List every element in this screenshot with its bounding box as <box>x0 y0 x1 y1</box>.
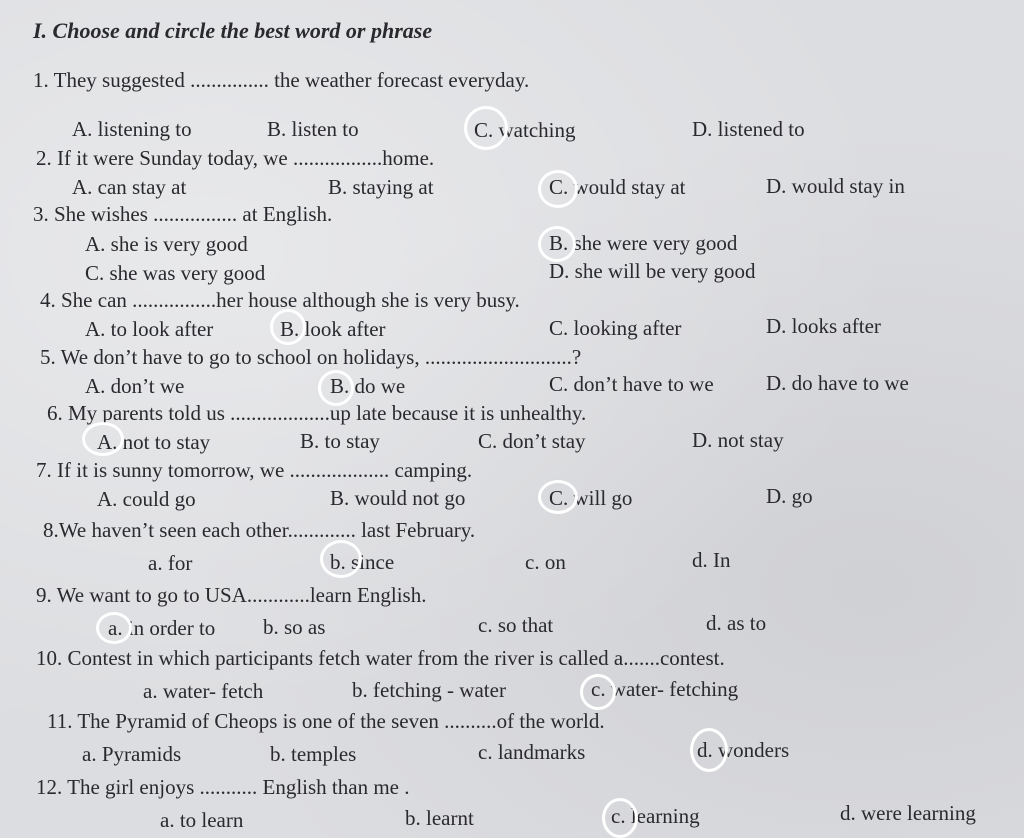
q6-option-c[interactable]: C. don’t stay <box>478 429 586 453</box>
question-8-stem: 8.We haven’t seen each other............. last February. <box>43 518 476 542</box>
q10-option-a[interactable]: a. water- fetch <box>143 679 264 703</box>
q5-option-b[interactable]: B. do we <box>330 374 406 398</box>
q2-option-b[interactable]: B. staying at <box>328 175 434 199</box>
question-3-stem: 3. She wishes ................ at English. <box>33 202 333 226</box>
q6-option-a[interactable]: A. not to stay <box>97 430 211 454</box>
question-6-stem: 6. My parents told us ...................up late because it is unhealthy. <box>47 401 587 425</box>
q11-option-d[interactable]: d. wonders <box>697 738 790 762</box>
q7-option-c[interactable]: C. will go <box>549 486 633 510</box>
q12-option-b[interactable]: b. learnt <box>405 806 474 830</box>
q4-option-b[interactable]: B. look after <box>280 317 386 341</box>
question-11-stem: 11. The Pyramid of Cheops is one of the seven ..........of the world. <box>47 709 605 733</box>
q6-option-b[interactable]: B. to stay <box>300 429 380 453</box>
answer-circle-mark <box>96 612 132 644</box>
q11-option-b[interactable]: b. temples <box>270 742 357 766</box>
q8-option-a[interactable]: a. for <box>148 551 193 575</box>
answer-circle-mark <box>270 309 306 345</box>
q3-option-b[interactable]: B. she were very good <box>549 231 738 255</box>
q3-option-d[interactable]: D. she will be very good <box>549 259 756 283</box>
q3-option-a[interactable]: A. she is very good <box>85 232 248 256</box>
q12-option-c[interactable]: c. learning <box>611 804 700 828</box>
q1-option-b[interactable]: B. listen to <box>267 117 359 141</box>
answer-circle-mark <box>690 728 728 772</box>
answer-circle-mark <box>538 226 576 262</box>
question-10-stem: 10. Contest in which participants fetch water from the river is called a.......contest. <box>36 646 725 670</box>
q4-option-a[interactable]: A. to look after <box>85 317 214 341</box>
q10-option-c[interactable]: c. water- fetching <box>591 677 739 701</box>
q9-option-a[interactable]: a. in order to <box>108 616 216 640</box>
q8-option-d[interactable]: d. In <box>692 548 731 572</box>
q12-option-a[interactable]: a. to learn <box>160 808 244 832</box>
q1-option-c[interactable]: C. watching <box>474 118 576 142</box>
answer-circle-mark <box>82 422 124 456</box>
question-9-stem: 9. We want to go to USA............learn English. <box>36 583 427 607</box>
answer-circle-mark <box>538 480 578 514</box>
q5-option-a[interactable]: A. don’t we <box>85 374 185 398</box>
q6-option-d[interactable]: D. not stay <box>692 428 784 452</box>
q2-option-a[interactable]: A. can stay at <box>72 175 187 199</box>
q4-option-c[interactable]: C. looking after <box>549 316 682 340</box>
question-1-stem: 1. They suggested ............... the weather forecast everyday. <box>33 68 530 92</box>
q12-option-d[interactable]: d. were learning <box>840 801 976 825</box>
q9-option-b[interactable]: b. so as <box>263 615 326 639</box>
q9-option-c[interactable]: c. so that <box>478 613 554 637</box>
q8-option-b[interactable]: b. since <box>330 550 395 574</box>
q10-option-b[interactable]: b. fetching - water <box>352 678 506 702</box>
answer-circle-mark <box>538 170 578 208</box>
answer-circle-mark <box>320 540 362 578</box>
q4-option-d[interactable]: D. looks after <box>766 314 881 338</box>
q3-option-c[interactable]: C. she was very good <box>85 261 266 285</box>
q7-option-d[interactable]: D. go <box>766 484 813 508</box>
q8-option-c[interactable]: c. on <box>525 550 566 574</box>
q7-option-a[interactable]: A. could go <box>97 487 196 511</box>
q7-option-b[interactable]: B. would not go <box>330 486 466 510</box>
q1-option-a[interactable]: A. listening to <box>72 117 192 141</box>
question-2-stem: 2. If it were Sunday today, we .................home. <box>36 146 435 170</box>
q5-option-d[interactable]: D. do have to we <box>766 371 909 395</box>
section-title: I. Choose and circle the best word or phrase <box>33 18 433 43</box>
answer-circle-mark <box>602 798 638 838</box>
answer-circle-mark <box>580 674 616 710</box>
q2-option-d[interactable]: D. would stay in <box>766 174 905 198</box>
q5-option-c[interactable]: C. don’t have to we <box>549 372 714 396</box>
answer-circle-mark <box>464 106 508 150</box>
q2-option-c[interactable]: C. would stay at <box>549 175 686 199</box>
question-12-stem: 12. The girl enjoys ........... English than me . <box>36 775 410 799</box>
question-7-stem: 7. If it is sunny tomorrow, we ................... camping. <box>36 458 473 482</box>
question-5-stem: 5. We don’t have to go to school on holidays, ............................? <box>40 345 582 369</box>
q1-option-d[interactable]: D. listened to <box>692 117 805 141</box>
q9-option-d[interactable]: d. as to <box>706 611 767 635</box>
q11-option-c[interactable]: c. landmarks <box>478 740 586 764</box>
q11-option-a[interactable]: a. Pyramids <box>82 742 182 766</box>
question-4-stem: 4. She can ................her house although she is very busy. <box>40 288 520 312</box>
